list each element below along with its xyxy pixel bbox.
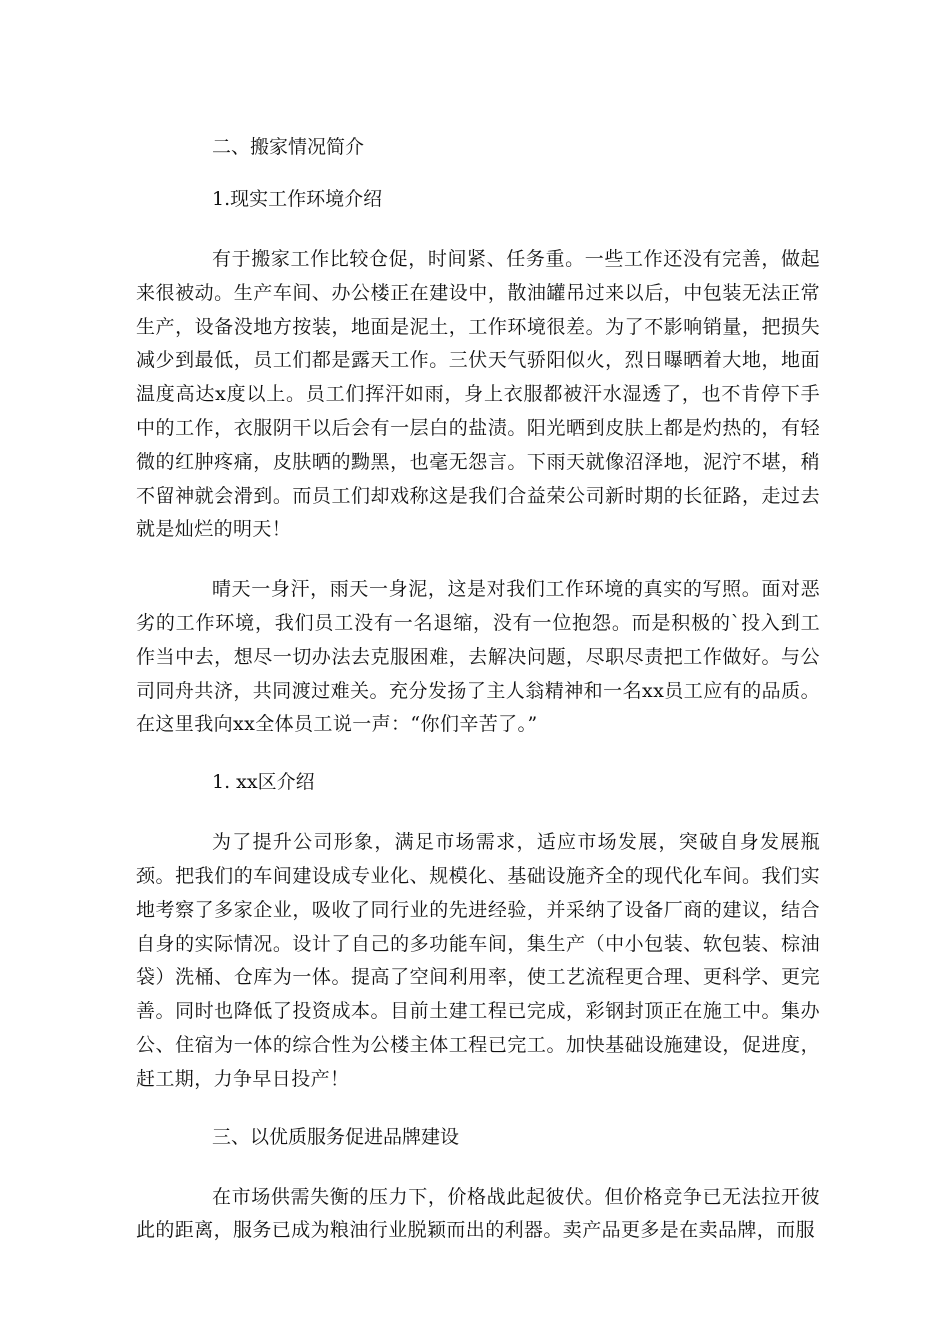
paragraph-work-environment: 有于搬家工作比较仓促，时间紧、任务重。一些工作还没有完善，做起来很被动。生产车间、办公楼正在建设中，散油罐吊过来以后，中包装无法正常生产，设备没地方按装，地面是泥土，工作环境很差。为了不影响销量，把损失减少到最低，员工们都是露天工作。三伏天气骄阳似火，烈日曝晒着大地，地面温度高达x度以上。员工们挥汗如雨，身上衣服都被汗水湿透了，也不肯停下手中的工作，衣服阴干以后会有一层白的盐渍。阳光晒到皮肤上都是灼热的，有轻微的红肿疼痛，皮肤晒的黝黑，也毫无怨言。下雨天就像沼泽地，泥泞不堪，稍不留神就会滑到。而员工们却戏称这是我们合益荣公司新时期的长征路，走过去就是灿烂的明天！ [136,248,820,541]
section-heading-relocation: 二、搬家情况简介 [212,136,365,158]
subheading-work-environment: 1.现实工作环境介绍 [212,188,383,210]
subheading-district: 1. xx区介绍 [212,771,315,794]
paragraph-district: 为了提升公司形象，满足市场需求，适应市场发展，突破自身发展瓶颈。把我们的车间建设成专业化、规模化、基础设施齐全的现代化车间。我们实地考察了多家企业，吸收了同行业的先进经验，并采纳了设备厂商的建议，结合自身的实际情况。设计了自己的多功能车间，集生产（中小包装、软包装、棕油袋）洗桶、仓库为一体。提高了空间利用率，使工艺流程更合理、更科学、更完善。同时也降低了投资成本。目前土建工程已完成，彩钢封顶正在施工中。集办公、住宿为一体的综合性为公楼主体工程已完工。加快基础设施建设，促进度，赶工期，力争早日投产！ [136,831,820,1090]
paragraph-service: 在市场供需失衡的压力下，价格战此起彼伏。但价格竞争已无法拉开彼此的距离，服务已成为粮油行业脱颖而出的利器。卖产品更多是在卖品牌，而服 [136,1185,820,1242]
paragraph-sunny-rainy: 晴天一身汗，雨天一身泥，这是对我们工作环境的真实的写照。面对恶劣的工作环境，我们员工没有一名退缩，没有一位抱怨。而是积极的`投入到工作当中去，想尽一切办法去克服困难，去解决问题，尽职尽责把工作做好。与公司同舟共济，共同渡过难关。充分发扬了主人翁精神和一名xx员工应有的品质。在这里我向xx全体员工说一声：“你们辛苦了。” [136,578,820,736]
section-heading-service: 三、以优质服务促进品牌建设 [212,1125,460,1148]
document-body [136,133,820,1248]
